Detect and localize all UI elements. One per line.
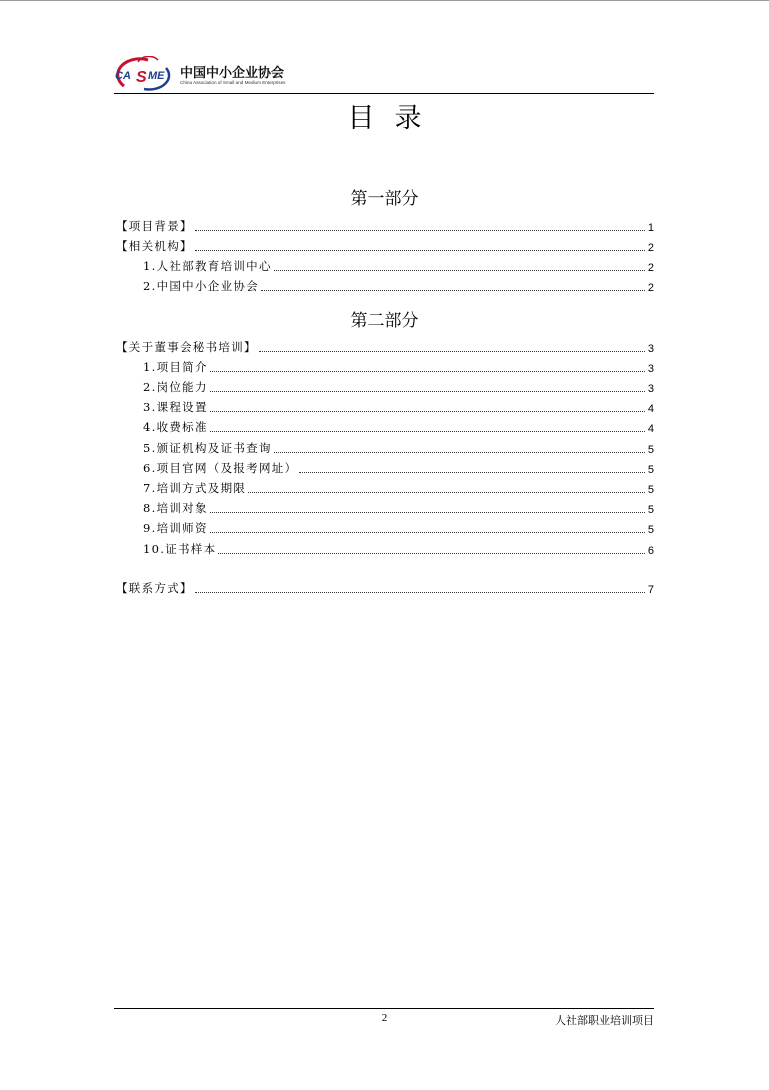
footer-page-number: 2 <box>381 1012 388 1024</box>
toc-entry-contact[interactable] <box>116 580 654 596</box>
toc-entry[interactable] <box>116 238 654 254</box>
toc-entry[interactable] <box>143 500 654 516</box>
dot-leader <box>259 350 645 352</box>
toc-entry-label: 8.培训对象 <box>143 501 208 515</box>
toc-entry-page: 4 <box>647 423 654 435</box>
dot-leader <box>274 269 645 271</box>
toc-entry[interactable] <box>143 258 654 274</box>
part-two-heading: 第二部分 <box>350 311 419 331</box>
toc-entry[interactable] <box>143 440 654 456</box>
dot-leader <box>274 451 645 453</box>
toc-entry-page: 3 <box>647 343 654 355</box>
toc-entry[interactable] <box>116 218 654 234</box>
dot-leader <box>210 370 645 372</box>
toc-entry[interactable] <box>143 480 654 496</box>
dot-leader <box>195 591 645 593</box>
toc-entry-page: 5 <box>647 484 654 496</box>
toc-entry[interactable] <box>143 278 654 294</box>
page-top-border <box>0 0 769 1</box>
org-name-cn: 中国中小企业协会 <box>180 66 285 81</box>
toc-entry[interactable] <box>143 460 654 476</box>
footer-rule <box>114 1008 654 1009</box>
part-one-heading: 第一部分 <box>350 189 419 209</box>
toc-entry-page: 5 <box>647 524 654 536</box>
svg-text:S: S <box>136 69 147 86</box>
toc-entry-label: 10.证书样本 <box>143 542 217 556</box>
toc-entry[interactable] <box>143 419 654 435</box>
toc-entry[interactable] <box>116 339 654 355</box>
toc-title: 目录 <box>347 103 442 134</box>
toc-entry-label: 4.收费标准 <box>143 420 208 434</box>
footer-project-name: 人社部职业培训项目 <box>555 1014 654 1027</box>
toc-entry-label: 【联系方式】 <box>116 581 193 595</box>
toc-entry-page: 7 <box>647 584 654 596</box>
org-name-en: China Association of Small and Medium Enterprises <box>180 80 286 85</box>
dot-leader <box>195 249 645 251</box>
toc-entry-page: 2 <box>647 262 654 274</box>
dot-leader <box>195 229 645 231</box>
toc-entry-label: 1.人社部教育培训中心 <box>143 259 272 273</box>
svg-text:ME: ME <box>148 70 165 82</box>
dot-leader <box>210 531 645 533</box>
toc-entry-label: 7.培训方式及期限 <box>143 481 247 495</box>
toc-entry-page: 3 <box>647 363 654 375</box>
toc-entry-page: 3 <box>647 383 654 395</box>
toc-entry-page: 5 <box>647 504 654 516</box>
toc-entry-label: 【项目背景】 <box>116 219 193 233</box>
dot-leader <box>210 511 645 513</box>
toc-entry-page: 5 <box>647 444 654 456</box>
toc-entry[interactable] <box>143 520 654 536</box>
toc-entry-page: 1 <box>647 222 654 234</box>
toc-entry-label: 【关于董事会秘书培训】 <box>116 340 257 354</box>
toc-entry-label: 1.项目简介 <box>143 360 208 374</box>
dot-leader <box>210 390 645 392</box>
dot-leader <box>218 552 644 554</box>
toc-entry[interactable] <box>143 379 654 395</box>
toc-entry-label: 5.颁证机构及证书查询 <box>143 441 272 455</box>
toc-entry-page: 4 <box>647 403 654 415</box>
toc-entry[interactable] <box>143 359 654 375</box>
dot-leader <box>210 410 645 412</box>
header-rule <box>114 93 654 94</box>
toc-entry[interactable] <box>143 399 654 415</box>
toc-entry-label: 【相关机构】 <box>116 239 193 253</box>
toc-entry-label: 2.中国中小企业协会 <box>143 279 259 293</box>
toc-entry-page: 2 <box>647 242 654 254</box>
dot-leader <box>248 491 645 493</box>
dot-leader <box>299 471 645 473</box>
toc-entry-label: 9.培训师资 <box>143 521 208 535</box>
page-header <box>114 54 654 94</box>
toc-entry[interactable] <box>143 541 654 557</box>
casme-logo-icon <box>114 56 176 92</box>
toc-entry-page: 6 <box>647 545 654 557</box>
toc-entry-page: 5 <box>647 464 654 476</box>
dot-leader <box>210 430 645 432</box>
toc-entry-label: 6.项目官网（及报考网址） <box>143 461 298 475</box>
toc-entry-label: 2.岗位能力 <box>143 380 208 394</box>
svg-text:CA: CA <box>115 70 131 82</box>
toc-entry-label: 3.课程设置 <box>143 400 208 414</box>
dot-leader <box>261 289 645 291</box>
toc-entry-page: 2 <box>647 282 654 294</box>
